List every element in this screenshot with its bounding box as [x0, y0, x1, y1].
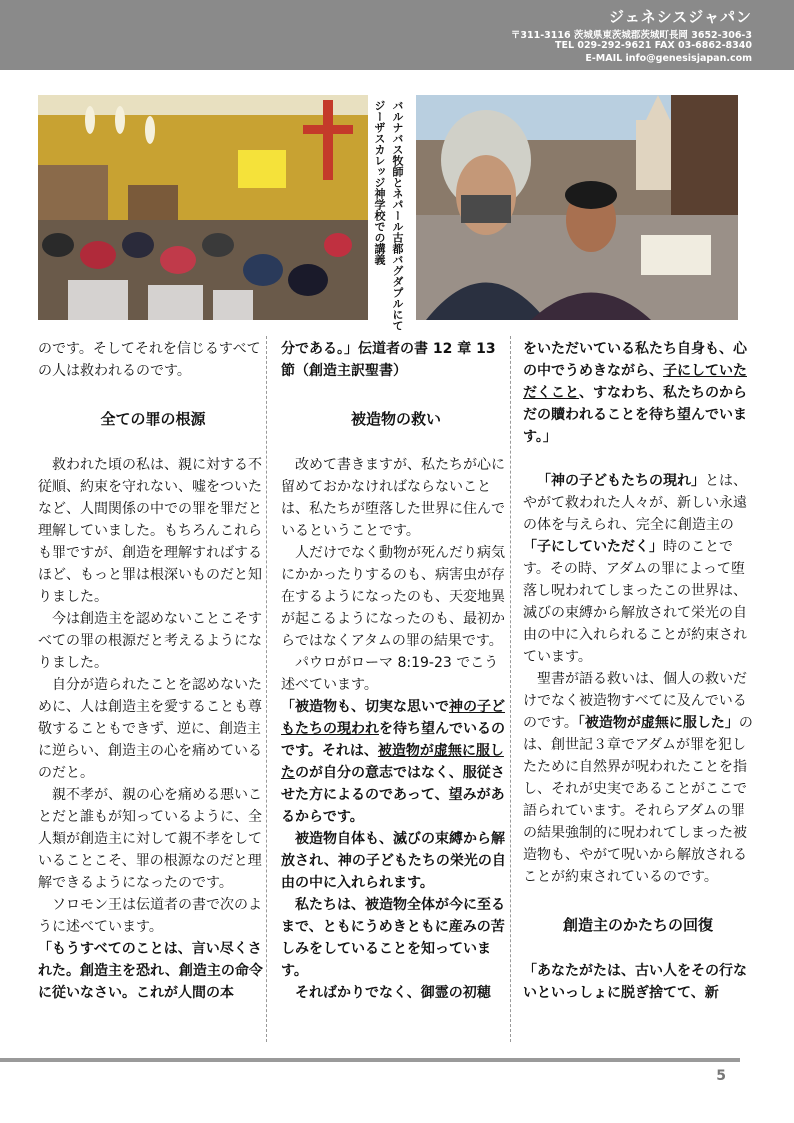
address-line: 〒311-3116 茨城県東茨城郡茨城町長岡 3652-306-3: [510, 30, 752, 41]
section-heading-restoration: 創造主のかたちの回復: [562, 916, 713, 934]
scripture-quote: そればかりでなく、御霊の初穂: [295, 985, 491, 1001]
text: 時のことです。その時、アダムの罪によって堕落し呪われてしまったこの世界は、滅びの束縛から解放されて栄光の自由の中に入れられることが約束されています。: [523, 539, 747, 665]
photo-caption-pastors: バルナバス牧師とネパール古都バグダプルにて: [391, 100, 404, 331]
scripture-quote: 私たちは、被造物全体が今に至るまで、ともにうめきともに産みの苦しみをしていることを知っています。: [281, 897, 505, 979]
paragraph: のです。そしてそれを信じるすべての人は救われるのです。: [38, 341, 261, 379]
quote-text: を待ち望んでいるのです。それは、: [281, 721, 505, 759]
section-heading-sin-root: 全ての罪の根源: [100, 410, 206, 428]
text: 聖書が語る救いは、個人の救いだけでなく被造物すべてに及んでいるのです。: [523, 671, 747, 731]
scripture-quote: 被造物自体も、滅びの束縛から解放され、神の子どもたちの栄光の自由の中に入れられます。: [281, 831, 506, 891]
underlined-phrase: 被造物が虚無に服した: [281, 743, 504, 781]
paragraph: 自分が造られたことを認めないために、人は創造主を愛することも尊敬することもできず、逆に、創造主に逆らい、創造主の心を痛めているのだと。: [38, 677, 262, 781]
text: とは、やがて救われた人々が、新しい永遠の体を与えられ、完全に創造主の: [523, 473, 747, 533]
lecture-hall-illustration: [38, 95, 368, 320]
spacer: [523, 448, 753, 470]
scripture-quote: 「あなたがたは、古い人をその行ないといっしょに脱ぎ捨てて、新: [523, 963, 747, 1001]
scripture-quote: 「もうすべてのことは、言い尽くされた。創造主を恐れ、創造主の命令に従いなさい。これが人間の本: [38, 941, 263, 1001]
paragraph: 今は創造主を認めないことこそすべての罪の根源だと考えるようになりました。: [38, 611, 262, 671]
column-1: [38, 338, 268, 1004]
page-number: 5: [716, 1068, 726, 1084]
emphasis: 「神の子どもたちの現れ」: [537, 473, 705, 489]
text: のは、創世記３章でアダムが罪を犯したために自然界が呪われたことを指し、それが史実であることがここで語られています。それらアダムの罪の結果強制的に呪われてしまった被造物も、やがて呪いから解放されることが約束されているのです。: [523, 715, 753, 885]
quote-text: 「被造物も、切実な思いで: [281, 699, 449, 715]
footer-rule: [0, 1058, 740, 1062]
lecture-hall-photo: [38, 95, 368, 320]
column-3: [523, 338, 753, 1004]
paragraph: 救われた頃の私は、親に対する不従順、約束を守れない、嘘をついたなど、人間関係の中での罪を罪だと理解していました。もちろんこれらも罪ですが、創造を理解すればするほど、もっと罪は根深いものだと知りました。: [38, 457, 262, 605]
emphasis: 「子にしていただく」: [523, 539, 663, 555]
quote-text: 、すなわち、私たちのからだの贖われることを待ち望んでいます。」: [523, 385, 747, 445]
pastors-photo: [416, 95, 738, 320]
paragraph: 改めて書きますが、私たちが心に留めておかなければならないことは、私たちが堕落した世界に住んでいるということです。: [281, 457, 505, 539]
organization-name: ジェネシスジャパン: [609, 8, 752, 26]
quote-text: のが自分の意志ではなく、服従させた方によるのであって、望みがあるからです。: [281, 765, 505, 825]
underlined-phrase: 子にしていただくこと: [523, 363, 747, 401]
page-header: [0, 0, 794, 70]
paragraph: ソロモン王は伝道者の書で次のように述べています。: [38, 897, 262, 935]
emphasis: 「被造物が虚無に服した」: [577, 715, 739, 731]
paragraph: パウロがローマ 8:19-23 でこう述べています。: [281, 655, 499, 693]
section-heading-creation-salvation: 被造物の救い: [350, 410, 441, 428]
underlined-phrase: 神の子どもたちの現われ: [281, 699, 505, 737]
scripture-quote: 分である。」伝道者の書 12 章 13 節（創造主訳聖書）: [281, 341, 496, 379]
quote-text: をいただいている私たち自身も、心の中でうめきながら、: [523, 341, 747, 379]
scripture-quote: [281, 696, 511, 828]
paragraph: [523, 470, 753, 668]
paragraph: 人だけでなく動物が死んだり病気にかかったりするのも、病害虫が存在するようになったのも、天変地異が起こるようになったのも、最初からではなくアタムの罪の結果です。: [281, 545, 505, 649]
column-2: [281, 338, 511, 1004]
scripture-quote: [523, 338, 753, 448]
photo-caption-lecture: ジーザスカレッジ神学校での講義: [373, 100, 386, 265]
email-line: E-MAIL info@genesisjapan.com: [585, 53, 752, 64]
pastors-illustration: [416, 95, 738, 320]
paragraph: 親不孝が、親の心を痛める悪いことだと誰もが知っているように、全人類が創造主に対して親不孝をしていることこそ、罪の根源なのだと理解できるようになったのです。: [38, 787, 262, 891]
paragraph: [523, 668, 753, 888]
phone-line: TEL 029-292-9621 FAX 03-6862-8340: [555, 40, 752, 51]
